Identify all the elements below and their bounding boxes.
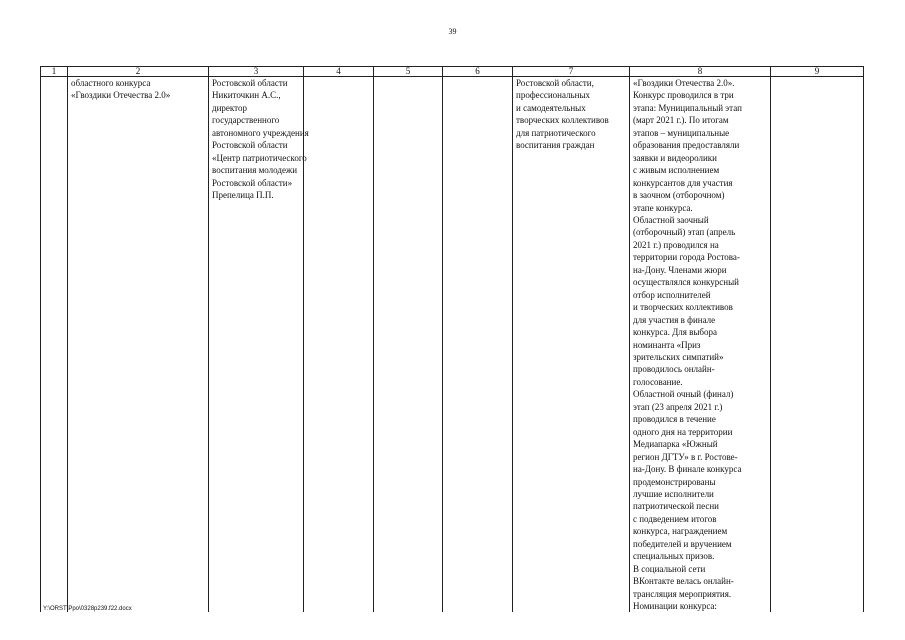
cell-text-line: и самодеятельных [516,102,586,113]
cell-text-line: отбор исполнителей [633,289,711,300]
cell-contest-name [68,77,209,613]
cell-text-line: для патриотического [516,127,596,138]
cell-text-line: государственного [212,115,280,126]
column-header-6: 6 [443,67,513,77]
cell-text-line: этапа: Муниципальный этап [633,102,742,113]
cell-text-line: Никиточкин А.С., [212,90,281,101]
cell-text-line: ВКонтакте велась онлайн- [633,576,734,587]
cell-text-line: лучшие исполнители [633,488,714,499]
column-header-3: 3 [209,67,304,77]
cell-text-line: для участия в финале [633,314,716,325]
cell-text-line: Конкурс проводился в три [633,90,734,101]
cell-participants [513,77,630,613]
cell-col-4 [304,77,374,613]
column-header-9: 9 [771,67,864,77]
cell-text-line: директор [212,102,247,113]
cell-text-line: Областной очный (финал) [633,389,734,400]
cell-text-line: образования предоставляли [633,140,740,151]
cell-text-line: Препелица П.П. [212,190,274,201]
cell-text-line: Ростовской области [212,140,288,151]
cell-text-line: Ростовской области, [516,78,594,88]
cell-text-line: профессиональных [516,90,591,101]
column-header-8: 8 [630,67,771,77]
cell-text-line: территории города Ростова- [633,252,740,263]
cell-text-line: проводился в течение [633,414,716,425]
cell-text-line: конкурсантов для участия [633,177,733,188]
cell-text-line: областного конкурса [71,78,151,88]
cell-text-line: (отборочный) этап (апрель [633,227,736,238]
cell-text-line: трансляция мероприятия. [633,588,732,599]
cell-text-line: специальных призов. [633,551,715,562]
column-header-1: 1 [41,67,68,77]
cell-text-line: проводилось онлайн- [633,364,715,375]
cell-text-line: регион ДГТУ» в г. Ростове- [633,451,738,462]
cell-text-line: В социальной сети [633,563,706,574]
cell-text-line: 2021 г.) проводился на [633,239,719,250]
cell-text-line: патриотической песни [633,501,719,512]
cell-col-1 [41,77,68,613]
cell-col-5 [374,77,443,613]
cell-text-line: этапов – муниципальные [633,127,730,138]
header-row [41,67,864,77]
cell-text-line: зрительских симпатий» [633,351,724,362]
cell-text-line: одного дня на территории [633,426,733,437]
cell-text-line: победителей и вручением [633,538,732,549]
cell-text-line: воспитания граждан [516,140,595,151]
cell-text-line: «Центр патриотического [212,152,307,163]
cell-text-line: осуществлялся конкурсный [633,277,739,288]
cell-description [630,77,771,613]
cell-text-line: и творческих коллективов [633,302,733,313]
cell-text-line: «Гвоздики Отечества 2.0» [71,90,171,101]
cell-col-9 [771,77,864,613]
cell-text-line: на-Дону. Членами жюри [633,264,727,275]
cell-col-6 [443,77,513,613]
cell-text-line: (март 2021 г.). По итогам [633,115,729,126]
cell-text-line: Ростовской области» [212,177,293,188]
page-number: 39 [448,27,457,36]
cell-text-line: с живым исполнением [633,165,720,176]
document-table [40,66,864,612]
cell-text-line: с подведением итогов [633,513,717,524]
cell-text-line: продемонстрированы [633,476,716,487]
cell-organizers [209,77,309,613]
cell-text-line: в заочном (отборочном) [633,190,725,201]
cell-text-line: Медиапарка «Южный [633,439,718,450]
column-header-5: 5 [374,67,443,77]
cell-text-line: на-Дону. В финале конкурса [633,464,742,475]
cell-text-line: автономного учреждения [212,127,309,138]
table-row [41,77,864,613]
cell-text-line: заявки и видеоролики [633,152,717,163]
cell-text-line: «Гвоздики Отечества 2.0». [633,78,735,88]
column-header-7: 7 [513,67,630,77]
cell-text-line: воспитания молодежи [212,165,298,176]
cell-text-line: этап (23 апреля 2021 г.) [633,401,723,412]
cell-text-line: номинанта «Приз [633,339,701,350]
cell-text-line: конкурса. Для выбора [633,327,717,338]
cell-text-line: Ростовской области [212,78,288,88]
cell-text-line: этапе конкурса. [633,202,693,213]
cell-text-line: Областной заочный [633,214,709,225]
cell-text-line: творческих коллективов [516,115,609,126]
cell-text-line: голосование. [633,376,683,387]
column-header-4: 4 [304,67,374,77]
cell-text-line: Номинации конкурса: [633,601,717,612]
column-header-2: 2 [68,67,209,77]
cell-text-line: конкурса, награждением [633,526,728,537]
file-path-footer: Y:\ORST\Ppo\0328p239.f22.docx [43,606,132,612]
